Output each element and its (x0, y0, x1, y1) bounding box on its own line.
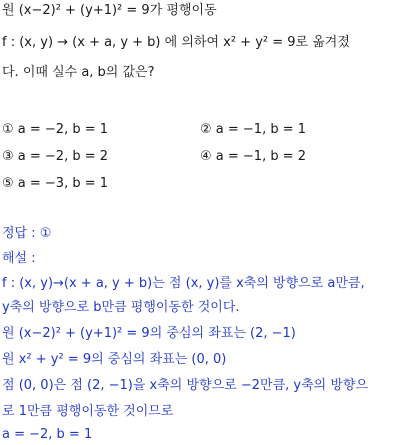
choice-4[interactable]: ④ a = −1, b = 2 (200, 149, 307, 164)
solution-line-3: 원 (x−2)² + (y+1)² = 9의 중심의 좌표는 (2, −1) (2, 326, 296, 341)
choice-3[interactable]: ③ a = −2, b = 2 (2, 149, 109, 164)
choice-2[interactable]: ② a = −1, b = 1 (200, 122, 307, 137)
answer-label: 정답 : ① (2, 226, 52, 241)
solution-line-7: a = −2, b = 1 (2, 427, 93, 442)
solution-line-5: 점 (0, 0)은 점 (2, −1)을 x축의 방향으로 −2만큼, y축의 방향으 (2, 378, 369, 393)
question-line-1: 원 (x−2)² + (y+1)² = 9가 평행이동 (2, 3, 217, 18)
solution-line-6: 로 1만큼 평행이동한 것이므로 (2, 404, 174, 419)
solution-line-2: y축의 방향으로 b만큼 평행이동한 것이다. (2, 300, 240, 315)
choice-1[interactable]: ① a = −2, b = 1 (2, 122, 109, 137)
solution-header: 해설 : (2, 251, 36, 266)
question-line-3: 다. 이때 실수 a, b의 값은? (2, 65, 155, 80)
solution-line-4: 원 x² + y² = 9의 중심의 좌표는 (0, 0) (2, 352, 227, 367)
solution-line-1: f : (x, y)→(x + a, y + b)는 점 (x, y)를 x축의 방향으로 a만큼, (2, 276, 365, 291)
choice-5[interactable]: ⑤ a = −3, b = 1 (2, 176, 109, 191)
question-line-2: f : (x, y) → (x + a, y + b) 에 의하여 x² + y² = 9로 옮겨졌 (2, 35, 350, 50)
